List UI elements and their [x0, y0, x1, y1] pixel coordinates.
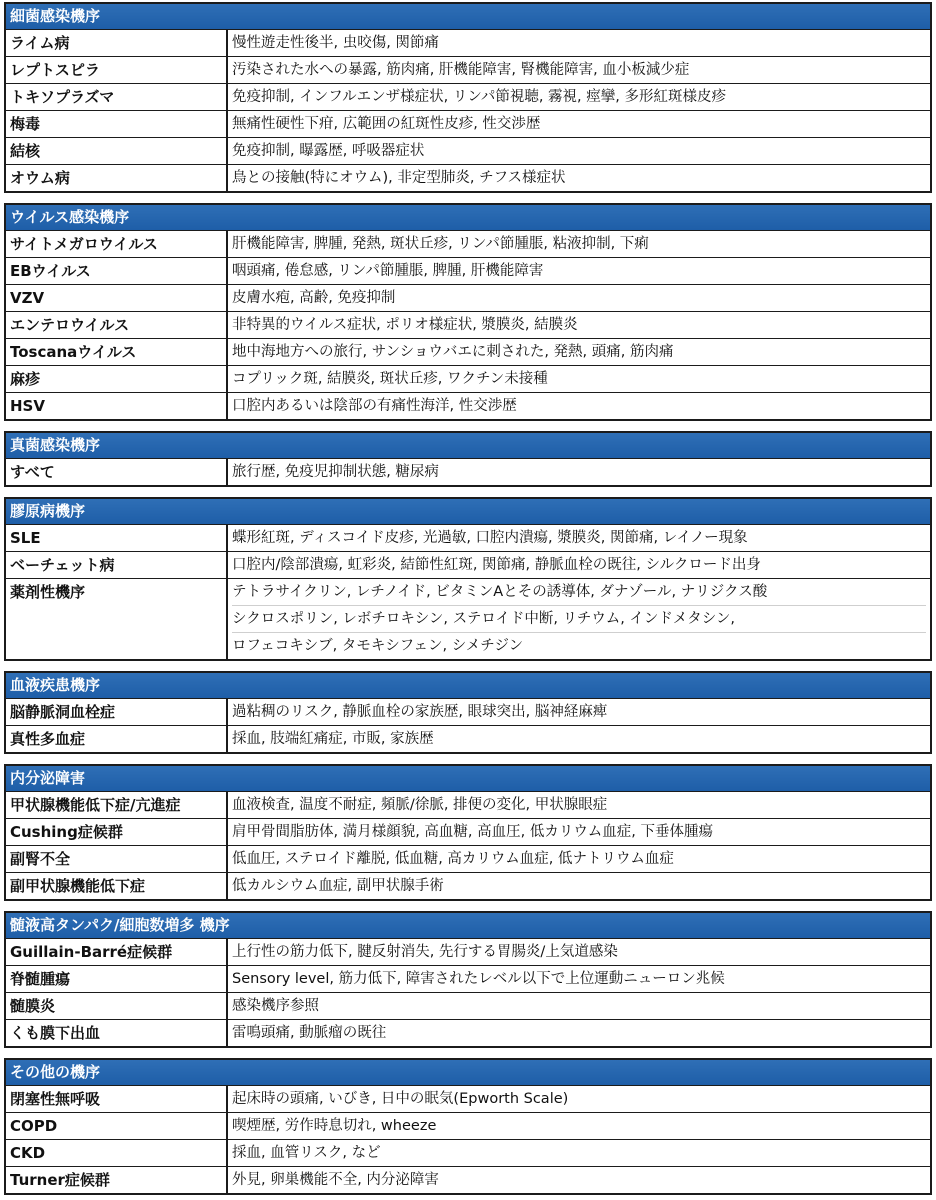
- findings-cell: [227, 258, 930, 285]
- table-row: [6, 165, 930, 192]
- table-row: [6, 552, 930, 579]
- condition-name-cell: レプトスピラ: [6, 57, 227, 84]
- condition-name-cell: くも膜下出血: [6, 1020, 227, 1047]
- section-header: 真菌感染機序: [6, 433, 930, 459]
- condition-name-cell: Guillain-Barré症候群: [6, 939, 227, 966]
- section-block: [4, 764, 932, 901]
- findings-line: 旅行歴, 免疫児抑制状態, 糖尿病: [232, 464, 439, 480]
- condition-name-cell: 結核: [6, 138, 227, 165]
- findings-cell: [227, 138, 930, 165]
- findings-cell: [227, 1167, 930, 1194]
- table-row: [6, 993, 930, 1020]
- table-row: [6, 819, 930, 846]
- section-header: その他の機序: [6, 1060, 930, 1086]
- condition-name-cell: Cushing症候群: [6, 819, 227, 846]
- condition-name-cell: すべて: [6, 459, 227, 485]
- findings-cell: [227, 111, 930, 138]
- section-table: [6, 459, 930, 485]
- section-table: [6, 231, 930, 419]
- table-row: [6, 111, 930, 138]
- findings-line: 非特異的ウイルス症状, ポリオ様症状, 漿膜炎, 結膜炎: [232, 317, 578, 333]
- findings-cell: [227, 726, 930, 753]
- findings-line: 肝機能障害, 脾腫, 発熱, 斑状丘疹, リンパ節腫脹, 粘液抑制, 下痢: [232, 236, 649, 252]
- findings-cell: [227, 939, 930, 966]
- table-row: [6, 1020, 930, 1047]
- condition-name-cell: EBウイルス: [6, 258, 227, 285]
- section-header: 髄液高タンパク/細胞数増多 機序: [6, 913, 930, 939]
- table-row: [6, 966, 930, 993]
- findings-line: 起床時の頭痛, いびき, 日中の眠気(Epworth Scale): [232, 1091, 569, 1107]
- section-table: [6, 1086, 930, 1193]
- findings-line: シクロスポリン, レボチロキシン, ステロイド中断, リチウム, インドメタシン,: [232, 605, 926, 632]
- findings-cell: [227, 459, 930, 485]
- findings-cell: [227, 792, 930, 819]
- findings-line: 蝶形紅斑, ディスコイド皮疹, 光過敏, 口腔内潰瘍, 漿膜炎, 関節痛, レイノー現象: [232, 530, 748, 546]
- findings-cell: [227, 873, 930, 900]
- findings-cell: [227, 339, 930, 366]
- table-row: [6, 726, 930, 753]
- table-row: [6, 339, 930, 366]
- section-header: 膠原病機序: [6, 499, 930, 525]
- table-row: [6, 459, 930, 485]
- table-row: [6, 312, 930, 339]
- findings-line: 咽頭痛, 倦怠感, リンパ節腫脹, 脾腫, 肝機能障害: [232, 263, 544, 279]
- table-row: [6, 873, 930, 900]
- findings-line: ロフェコキシブ, タモキシフェン, シメチジン: [232, 632, 926, 659]
- condition-name-cell: ライム病: [6, 30, 227, 57]
- section-header: 細菌感染機序: [6, 4, 930, 30]
- table-row: [6, 1140, 930, 1167]
- findings-line: 肩甲骨間脂肪体, 満月様顔貌, 高血糖, 高血圧, 低カリウム血症, 下垂体腫瘍: [232, 824, 713, 840]
- findings-cell: [227, 1020, 930, 1047]
- section-table: [6, 525, 930, 659]
- condition-name-cell: VZV: [6, 285, 227, 312]
- condition-name-cell: 梅毒: [6, 111, 227, 138]
- table-row: [6, 138, 930, 165]
- section-block: [4, 497, 932, 661]
- table-row: [6, 393, 930, 420]
- condition-name-cell: 脊髄腫瘍: [6, 966, 227, 993]
- findings-cell: [227, 552, 930, 579]
- findings-line: 免疫抑制, 曝露歴, 呼吸器症状: [232, 143, 425, 159]
- section-block: [4, 2, 932, 193]
- findings-line: 採血, 肢端紅痛症, 市販, 家族歴: [232, 731, 434, 747]
- findings-line: 過粘稠のリスク, 静脈血栓の家族歴, 眼球突出, 脳神経麻痺: [232, 704, 608, 720]
- section-block: [4, 1058, 932, 1195]
- condition-name-cell: CKD: [6, 1140, 227, 1167]
- findings-line: 採血, 血管リスク, など: [232, 1145, 381, 1161]
- section-block: [4, 431, 932, 487]
- condition-name-cell: サイトメガロウイルス: [6, 231, 227, 258]
- condition-name-cell: Turner症候群: [6, 1167, 227, 1194]
- findings-line: 皮膚水疱, 高齢, 免疫抑制: [232, 290, 396, 306]
- table-row: [6, 525, 930, 552]
- table-row: [6, 1167, 930, 1194]
- section-block: [4, 203, 932, 421]
- findings-cell: [227, 846, 930, 873]
- findings-line: 雷鳴頭痛, 動脈瘤の既往: [232, 1025, 387, 1041]
- findings-line: 低血圧, ステロイド離脱, 低血糖, 高カリウム血症, 低ナトリウム血症: [232, 851, 674, 867]
- findings-line: 汚染された水への暴露, 筋肉痛, 肝機能障害, 腎機能障害, 血小板減少症: [232, 62, 690, 78]
- table-row: [6, 792, 930, 819]
- section-block: [4, 911, 932, 1048]
- findings-line: 外見, 卵巣機能不全, 内分泌障害: [232, 1172, 439, 1188]
- table-row: [6, 846, 930, 873]
- findings-cell: [227, 231, 930, 258]
- table-row: [6, 939, 930, 966]
- findings-line: 感染機序参照: [232, 998, 319, 1014]
- findings-cell: [227, 819, 930, 846]
- section-table: [6, 699, 930, 752]
- findings-line: 口腔内あるいは陰部の有痛性海洋, 性交渉歴: [232, 398, 517, 414]
- condition-name-cell: 髄膜炎: [6, 993, 227, 1020]
- findings-cell: [227, 165, 930, 192]
- table-row: [6, 231, 930, 258]
- condition-name-cell: SLE: [6, 525, 227, 552]
- findings-cell: [227, 525, 930, 552]
- findings-cell: [227, 1140, 930, 1167]
- condition-name-cell: トキソプラズマ: [6, 84, 227, 111]
- section-table: [6, 939, 930, 1046]
- findings-cell: [227, 993, 930, 1020]
- findings-line: 口腔内/陰部潰瘍, 虹彩炎, 結節性紅斑, 関節痛, 静脈血栓の既往, シルクロード出身: [232, 557, 761, 573]
- condition-name-cell: 副甲状腺機能低下症: [6, 873, 227, 900]
- condition-name-cell: Toscanaウイルス: [6, 339, 227, 366]
- findings-line: 地中海地方への旅行, サンショウバエに刺された, 発熱, 頭痛, 筋肉痛: [232, 344, 674, 360]
- condition-name-cell: オウム病: [6, 165, 227, 192]
- condition-name-cell: ベーチェット病: [6, 552, 227, 579]
- findings-line: コプリック斑, 結膜炎, 斑状丘疹, ワクチン未接種: [232, 371, 548, 387]
- findings-line: 無痛性硬性下疳, 広範囲の紅斑性皮疹, 性交渉歴: [232, 116, 541, 132]
- findings-line: 鳥との接触(特にオウム), 非定型肺炎, チフス様症状: [232, 170, 566, 186]
- findings-line: 低カルシウム血症, 副甲状腺手術: [232, 878, 444, 894]
- findings-cell: [227, 285, 930, 312]
- condition-name-cell: 真性多血症: [6, 726, 227, 753]
- findings-cell: [227, 57, 930, 84]
- table-row: [6, 30, 930, 57]
- section-block: [4, 671, 932, 754]
- condition-name-cell: COPD: [6, 1113, 227, 1140]
- findings-cell: [227, 84, 930, 111]
- findings-line: 喫煙歴, 労作時息切れ, wheeze: [232, 1118, 437, 1134]
- section-table: [6, 792, 930, 899]
- table-row: [6, 84, 930, 111]
- table-row: [6, 579, 930, 660]
- table-row: [6, 258, 930, 285]
- findings-line: Sensory level, 筋力低下, 障害されたレベル以下で上位運動ニューロン兆候: [232, 971, 725, 987]
- section-header: 血液疾患機序: [6, 673, 930, 699]
- condition-name-cell: HSV: [6, 393, 227, 420]
- condition-name-cell: エンテロウイルス: [6, 312, 227, 339]
- findings-cell: [227, 312, 930, 339]
- table-row: [6, 699, 930, 726]
- findings-cell: [227, 966, 930, 993]
- table-row: [6, 1113, 930, 1140]
- condition-name-cell: 麻疹: [6, 366, 227, 393]
- table-row: [6, 1086, 930, 1113]
- condition-name-cell: 閉塞性無呼吸: [6, 1086, 227, 1113]
- findings-line: テトラサイクリン, レチノイド, ビタミンAとその誘導体, ダナゾール, ナリジクス酸: [232, 584, 768, 600]
- condition-name-cell: 副腎不全: [6, 846, 227, 873]
- findings-line: 慢性遊走性後半, 虫咬傷, 関節痛: [232, 35, 439, 51]
- section-table: [6, 30, 930, 191]
- table-row: [6, 285, 930, 312]
- findings-line: 血液検査, 温度不耐症, 頻脈/徐脈, 排便の変化, 甲状腺眼症: [232, 797, 608, 813]
- findings-cell: [227, 393, 930, 420]
- section-header: ウイルス感染機序: [6, 205, 930, 231]
- table-row: [6, 57, 930, 84]
- findings-cell: [227, 699, 930, 726]
- findings-cell: [227, 366, 930, 393]
- table-row: [6, 366, 930, 393]
- findings-cell: [227, 30, 930, 57]
- condition-name-cell: 脳静脈洞血栓症: [6, 699, 227, 726]
- section-header: 内分泌障害: [6, 766, 930, 792]
- findings-cell: [227, 1086, 930, 1113]
- findings-cell: [227, 579, 930, 660]
- condition-name-cell: 甲状腺機能低下症/亢進症: [6, 792, 227, 819]
- findings-line: 上行性の筋力低下, 腱反射消失, 先行する胃腸炎/上気道感染: [232, 944, 618, 960]
- condition-name-cell: 薬剤性機序: [6, 579, 227, 660]
- findings-cell: [227, 1113, 930, 1140]
- findings-line: 免疫抑制, インフルエンザ様症状, リンパ節視聴, 霧視, 痙攣, 多形紅斑様皮疹: [232, 89, 726, 105]
